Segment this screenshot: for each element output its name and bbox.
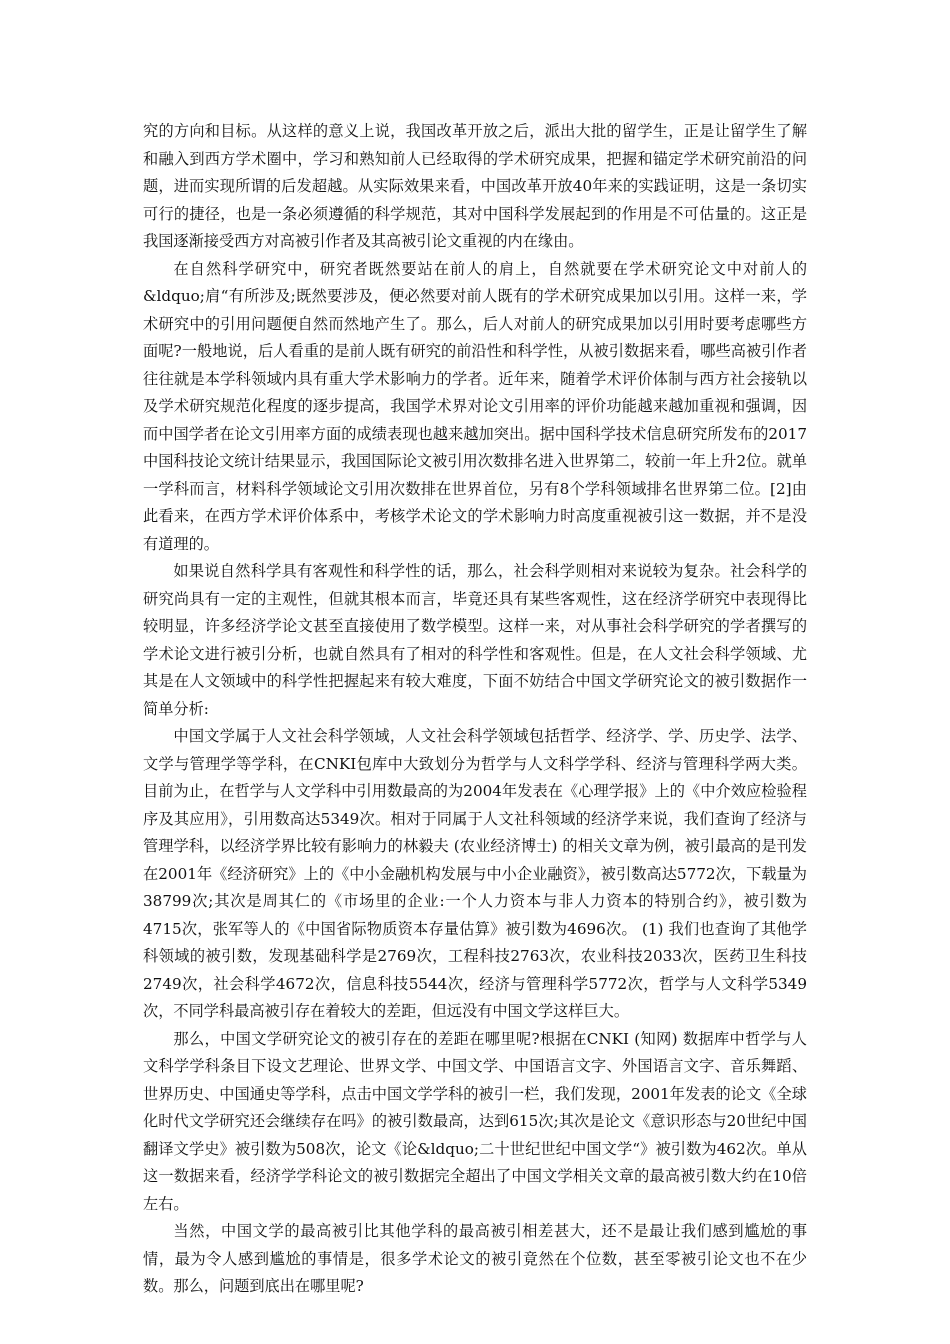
paragraph-3: 如果说自然科学具有客观性和科学性的话，那么，社会科学则相对来说较为复杂。社会科学的研究尚具有一定的主观性，但就其根本而言，毕竟还具有某些客观性，这在经济学研究中表现得比较明显，许多经济学论文甚至直接使用了数学模型。这样一来，对从事社会科学研究的学者撰写的学术论文进行被引分析，也就自然具有了相对的科学性和客观性。但是，在人文社会科学领域、尤其是在人文领域中的科学性把握起来有较大难度，下面不妨结合中国文学研究论文的被引数据作一简单分析:: [143, 562, 807, 718]
paragraph-2: 在自然科学研究中，研究者既然要站在前人的肩上，自然就要在学术研究论文中对前人的&ldquo;肩“有所涉及;既然要涉及，便必然要对前人既有的学术研究成果加以引用。这样一来，学术研究中的引用问题便自然而然地产生了。那么，后人对前人的研究成果加以引用时要考虑哪些方面呢?一般地说，后人看重的是前人既有研究的前沿性和科学性，从被引数据来看，哪些高被引作者往往就是本学科领域内具有重大学术影响力的学者。近年来，随着学术评价体制与西方社会接轨以及学术研究规范化程度的逐步提高，我国学术界对论文引用率的评价功能越来越加重视和强调，因而中国学者在论文引用率方面的成绩表现也越来越加突出。据中国科学技术信息研究所发布的2017中国科技论文统计结果显示，我国国际论文被引用次数排名进入世界第二，较前一年上升2位。就单一学科而言，材料科学领域论文引用次数排在世界首位，另有8个学科领域排名世界第二位。[2]由此看来，在西方学术评价体系中，考核学术论文的学术影响力时高度重视被引这一数据，并不是没有道理的。: [143, 259, 807, 553]
document-body: [143, 118, 807, 1301]
paragraph-6: 当然，中国文学的最高被引比其他学科的最高被引相差甚大，还不是最让我们感到尴尬的事情，最为令人感到尴尬的事情是，很多学术论文的被引竟然在个位数，甚至零被引论文也不在少数。那么，问题到底出在哪里呢?: [143, 1222, 807, 1295]
paragraph-1: 究的方向和目标。从这样的意义上说，我国改革开放之后，派出大批的留学生，正是让留学生了解和融入到西方学术圈中，学习和熟知前人已经取得的学术研究成果，把握和锚定学术研究前沿的问题，进而实现所谓的后发超越。从实际效果来看，中国改革开放40年来的实践证明，这是一条切实可行的捷径，也是一条必须遵循的科学规范，其对中国科学发展起到的作用是不可估量的。这正是我国逐渐接受西方对高被引作者及其高被引论文重视的内在缘由。: [143, 122, 807, 250]
paragraph-5: 那么，中国文学研究论文的被引存在的差距在哪里呢?根据在CNKI (知网) 数据库中哲学与人文科学学科条目下设文艺理论、世界文学、中国文学、中国语言文字、外国语言文字、音乐舞蹈、世界历史、中国通史等学科，点击中国文学学科的被引一栏，我们发现，2001年发表的论文《全球化时代文学研究还会继续存在吗》的被引数最高，达到615次;其次是论文《意识形态与20世纪中国翻译文学史》被引数为508次，论文《论&ldquo;二十世纪世纪中国文学“》被引数为462次。单从这一数据来看，经济学学科论文的被引数据完全超出了中国文学相关文章的最高被引数大约在10倍左右。: [143, 1029, 807, 1213]
paragraph-4: 中国文学属于人文社会科学领域，人文社会科学领域包括哲学、经济学、学、历史学、法学、文学与管理学等学科，在CNKI包库中大致划分为哲学与人文科学学科、经济与管理科学两大类。目前为止，在哲学与人文学科中引用数最高的为2004年发表在《心理学报》上的《中介效应检验程序及其应用》，引用数高达5349次。相对于同属于人文社科领域的经济学来说，我们查询了经济与管理学科，以经济学界比较有影响力的林毅夫 (农业经济博士) 的相关文章为例，被引最高的是刊发在2001年《经济研究》上的《中小金融机构发展与中小企业融资》，被引数高达5772次，下载量为38799次;其次是周其仁的《市场里的企业:一个人力资本与非人力资本的特别合约》，被引数为4715次，张军等人的《中国省际物质资本存量估算》被引数为4696次。 (1) 我们也查询了其他学科领域的被引数，发现基础科学是2769次，工程科技2763次，农业科技2033次，医药卫生科技2749次，社会科学4672次，信息科技5544次，经济与管理科学5772次，哲学与人文科学5349次，不同学科最高被引存在着较大的差距，但远没有中国文学这样巨大。: [143, 727, 807, 1020]
